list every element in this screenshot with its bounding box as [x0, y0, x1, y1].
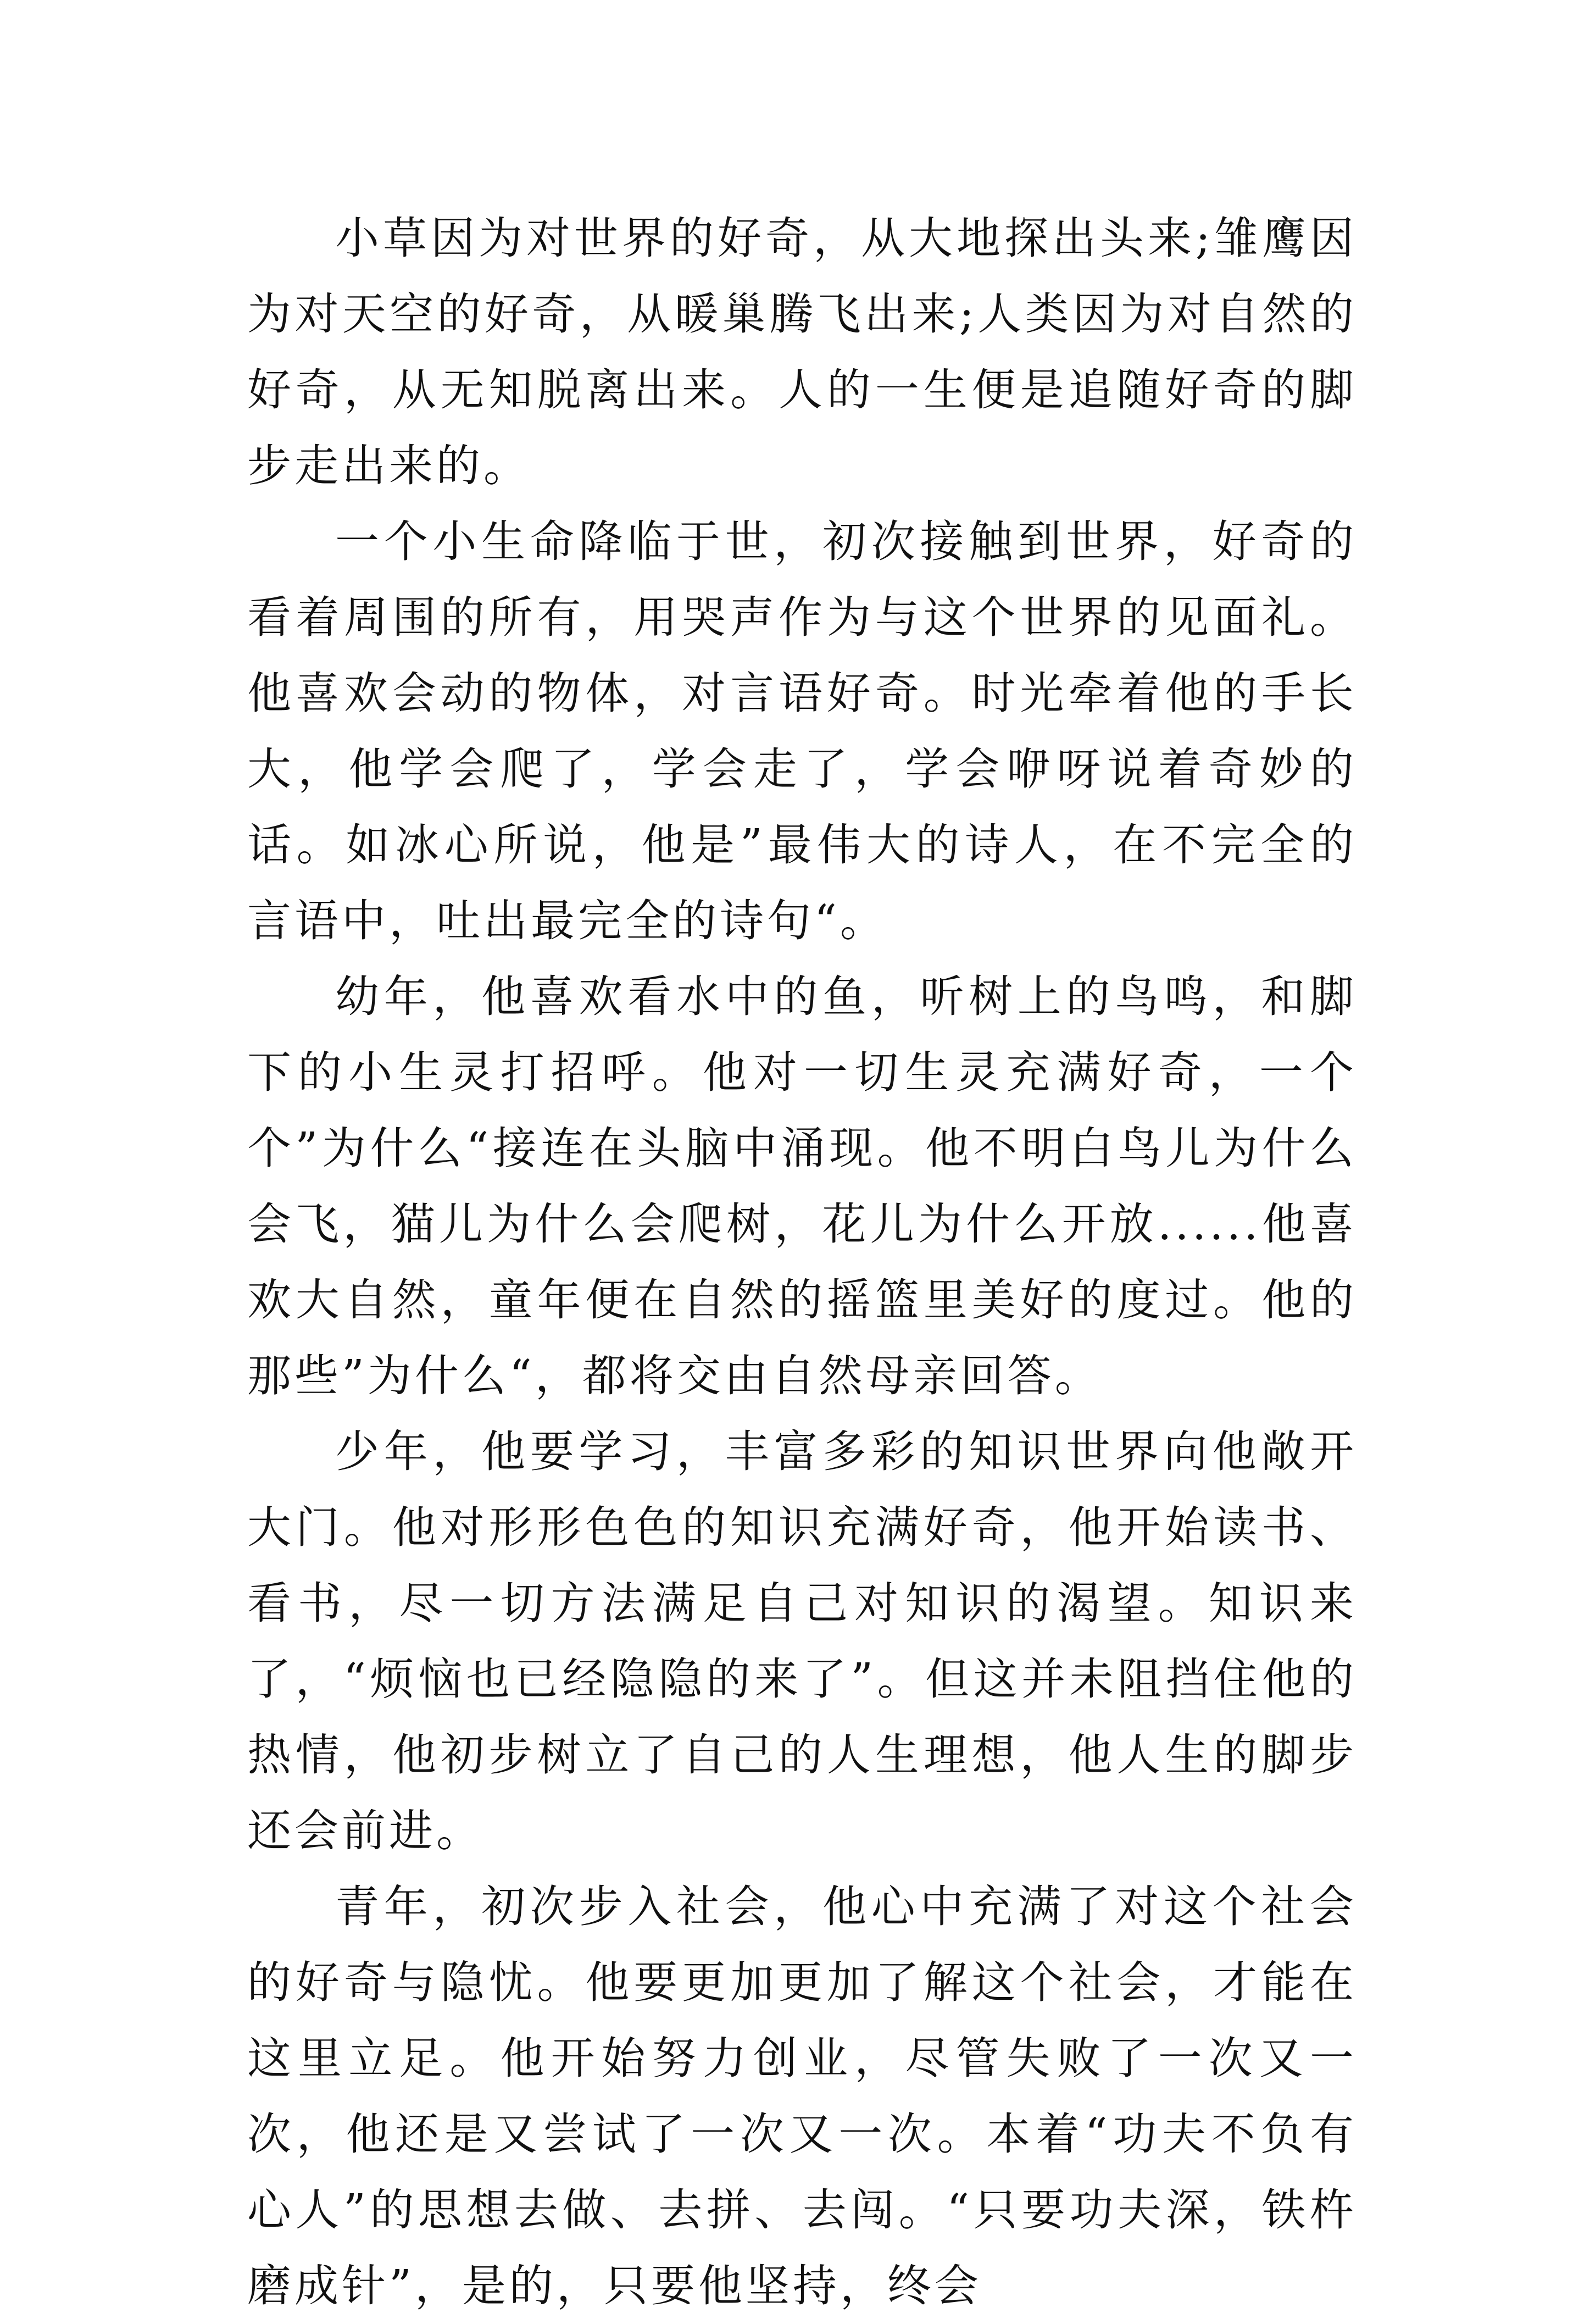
- essay-body: [247, 201, 1357, 2324]
- paragraph-3: 幼年，他喜欢看水中的鱼，听树上的鸟鸣，和脚下的小生灵打招呼。他对一切生灵充满好奇，一个个”为什么“接连在头脑中涌现。他不明白鸟儿为什么会飞，猫儿为什么会爬树，花儿为什么开放......他喜欢大自然，童年便在自然的摇篮里美好的度过。他的那些”为什么“，都将交由自然母亲回答。: [247, 971, 1357, 1401]
- paragraph-4: 少年，他要学习，丰富多彩的知识世界向他敞开大门。他对形形色色的知识充满好奇，他开始读书、看书，尽一切方法满足自己对知识的渴望。知识来了，“烦恼也已经隐隐的来了”。但这并未阻挡住他的热情，他初步树立了自己的人生理想，他人生的脚步还会前进。: [247, 1426, 1357, 1856]
- paragraph-5: 青年，初次步入社会，他心中充满了对这个社会的好奇与隐忧。他要更加更加了解这个社会，才能在这里立足。他开始努力创业，尽管失败了一次又一次，他还是又尝试了一次又一次。本着“功夫不负有心人”的思想去做、去拼、去闯。“只要功夫深，铁杵磨成针”，是的，只要他坚持，终会: [247, 1881, 1357, 2311]
- paragraph-2: 一个小生命降临于世，初次接触到世界，好奇的看着周围的所有，用哭声作为与这个世界的见面礼。他喜欢会动的物体，对言语好奇。时光牵着他的手长大，他学会爬了，学会走了，学会咿呀说着奇妙的话。如冰心所说，他是”最伟大的诗人，在不完全的言语中，吐出最完全的诗句“。: [247, 516, 1357, 946]
- paragraph-1: 小草因为对世界的好奇，从大地探出头来;雏鹰因为对天空的好奇，从暖巢腾飞出来;人类因为对自然的好奇，从无知脱离出来。人的一生便是追随好奇的脚步走出来的。: [247, 213, 1357, 491]
